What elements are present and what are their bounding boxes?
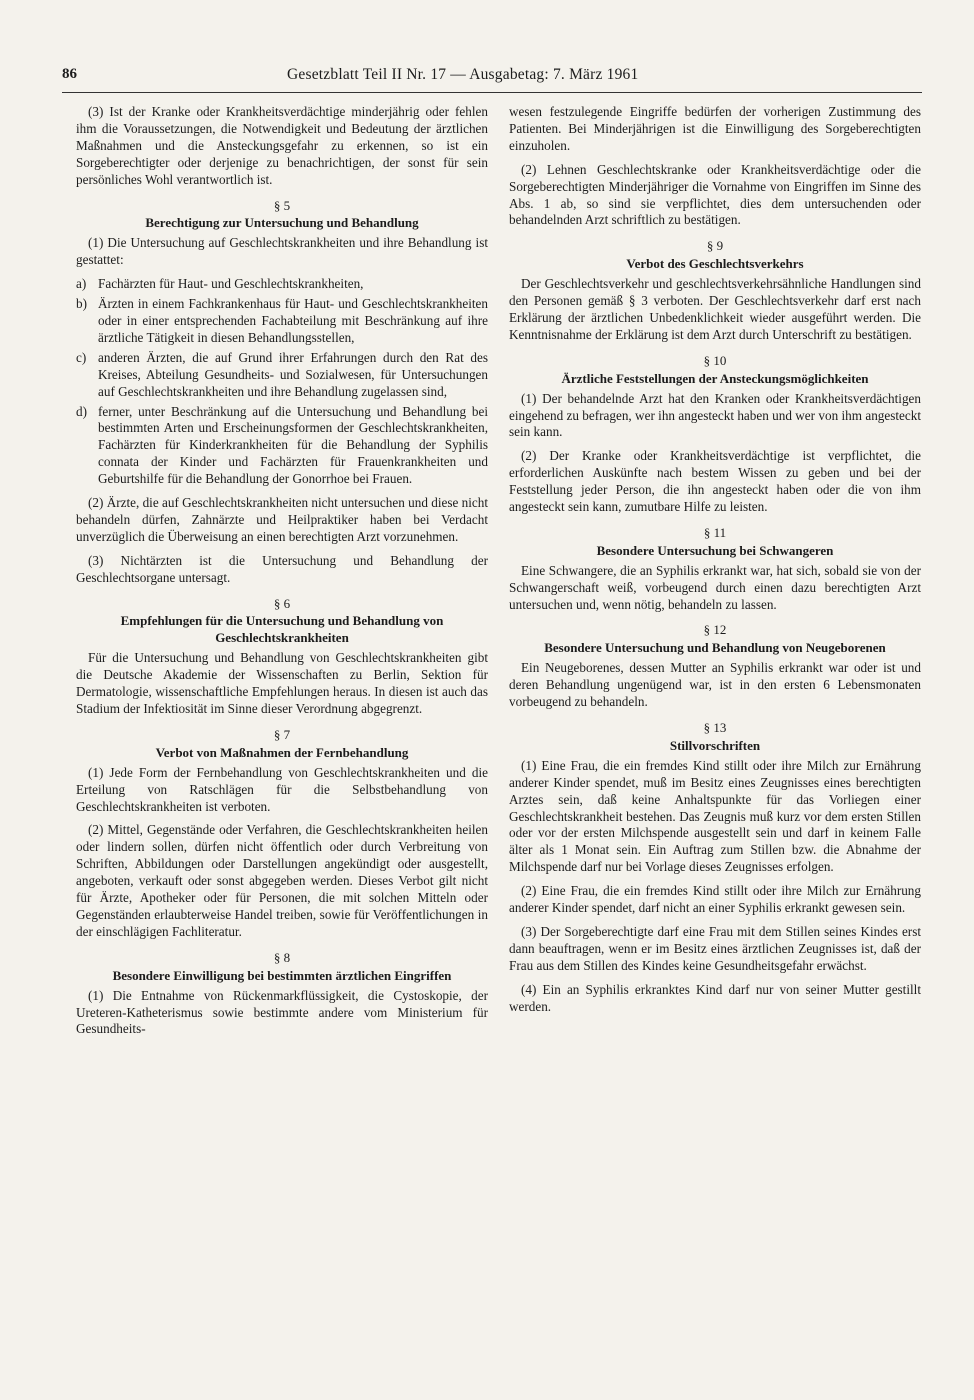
section-8-title: Besondere Einwilligung bei bestimmten ärztlichen Eingriffen — [112, 967, 452, 983]
paragraph-s13-1: (1) Eine Frau, die ein fremdes Kind stillt oder ihre Milch zur Ernährung anderer Kinder spendet, muß im Besitz eines Zeugnisses eines berechtigten Arztes sein, daß keine Anhaltspunkte für das Vorliegen einer Geschlechtskrankheit bestehen. Das Zeugnis muß kurz vor dem ersten Stillen oder vor der ersten Milchspende ausgestellt sein und darf in keinem Falle älter als 1 Monat sein. Ein Auftrag zum Stillen bzw. die Abnahme der Milchspende darf nur bei Vorlage dieses Zeugnisses erfolgen. — [509, 757, 921, 875]
paragraph-s6-1: Für die Untersuchung und Behandlung von Geschlechtskrankheiten gibt die Deutsche Akademie der Wissenschaften zu Berlin, Sektion für Dermatologie, wissenschaftliche Empfehlungen heraus. In diesen ist auch das Stadium der Infektiosität im Sinne dieser Verordnung abgegrenzt. — [76, 650, 488, 716]
section-10-title: Ärztliche Feststellungen der Ansteckungsmöglichkeiten — [561, 370, 869, 386]
section-6-number: § 6 — [273, 595, 291, 611]
list-label: c) — [76, 349, 87, 365]
section-5-number: § 5 — [273, 197, 291, 213]
section-13-title: Stillvorschriften — [669, 737, 761, 753]
list-label: a) — [76, 276, 87, 292]
paragraph-s8-1-cont: wesen festzulegende Eingriffe bedürfen der vorherigen Zustimmung des Patienten. Bei Minderjährigen ist die Einwilligung des Sorgeberechtigten einzuholen. — [509, 104, 921, 153]
section-9-number: § 9 — [706, 238, 724, 254]
section-12-title: Besondere Untersuchung und Behandlung von Neugeborenen — [544, 640, 886, 656]
paragraph-s10-2: (2) Der Kranke oder Krankheitsverdächtige ist verpflichtet, die erforderlichen Auskünfte nach bestem Wissen zu geben und bei der Feststellung jeder Person, die ihn angesteckt haben oder die von ihm angesteckt sein kann, zumutbare Hilfe zu leisten. — [509, 448, 921, 515]
section-5-list — [76, 276, 488, 488]
paragraph-s7-1: (1) Jede Form der Fernbehandlung von Geschlechtskrankheiten und die Erteilung von Ratschlägen für die Selbstbehandlung von Geschlechtskrankheiten ist verboten. — [76, 764, 488, 814]
section-12-number: § 12 — [703, 622, 727, 638]
section-8-number: § 8 — [273, 949, 291, 965]
paragraph-s13-3: (3) Der Sorgeberechtigte darf eine Frau mit dem Stillen seines Kindes erst dann beauftragen, wenn er im Besitz eines ärztlichen Zeugnisses ist, daß der Frau aus dem Stillen des Kindes keine Gesundheitsgefahr erwächst. — [509, 923, 921, 973]
paragraph-s9-1: Der Geschlechtsverkehr und geschlechtsverkehrsähnliche Handlungen sind den Personen gemäß § 3 verboten. Der Geschlechtsverkehr darf erst nach Erklärung der ärztlichen Unbedenklichkeit wieder ausgeführt werden. Die Kenntnisnahme der Erklärung ist dem Arzt durch Unterschrift zu bestätigen. — [509, 276, 921, 342]
list-text: Ärzten in einem Fachkrankenhaus für Haut- und Geschlechtskrankheiten oder in einer entsprechenden Fachabteilung mit Beschränkung auf ihre ärztliche Tätigkeit in diesen Behandlungsstellen, — [98, 296, 488, 345]
paragraph-s5-1: (1) Die Untersuchung auf Geschlechtskrankheiten und ihre Behandlung ist gestattet: — [76, 235, 488, 268]
section-6-title: Empfehlungen für die Untersuchung und Behandlung von Geschlechtskrankheiten — [120, 613, 444, 646]
paragraph-s7-2: (2) Mittel, Gegenstände oder Verfahren, die Geschlechtskrankheiten heilen oder lindern sollen, dürfen nicht öffentlich oder durch Verbreitung von Schriften, Abbildungen oder Darstellungen angekündigt oder ausgestellt, angeboten, verkauft oder sonst abgegeben werden. Dieses Verbot gilt nicht für Ärzte, Apotheker oder für Personen, die mit solchen Mitteln oder Gegenständen erlaubterweise Handel treiben, sowie für Veröffentlichungen in der einschlägigen Fachliteratur. — [76, 822, 488, 939]
paragraph-s4-3: (3) Ist der Kranke oder Krankheitsverdächtige minderjährig oder fehlen ihm die Voraussetzungen, die Notwendigkeit und Bedeutung der ärztlichen Maßnahmen und die Ansteckungsgefahr zu erkennen, so ist ein Sorgeberechtigter oder derjenige zu benachrichtigen, der sonst für sein persönliches Wohl verantwortlich ist. — [76, 104, 488, 187]
section-9-title: Verbot des Geschlechtsverkehrs — [626, 256, 804, 272]
section-5-title: Berechtigung zur Untersuchung und Behandlung — [145, 215, 419, 231]
list-text: ferner, unter Beschränkung auf die Untersuchung und Behandlung bei bestimmten Arten und Erscheinungsformen der Geschlechtskrankheiten, Fachärzten für Kinderkrankheiten für die Behandlung der Syphilis connata der Kinder und Fachärzten für Frauenkrankheiten und Geburtshilfe für die Behandlung der Gonorrhoe bei Frauen. — [98, 403, 488, 487]
list-item-c — [76, 350, 488, 401]
list-text: Fachärzten für Haut- und Geschlechtskrankheiten, — [98, 276, 364, 292]
paragraph-s13-4: (4) Ein an Syphilis erkranktes Kind darf nur von seiner Mutter gestillt werden. — [509, 981, 921, 1014]
section-7-number: § 7 — [273, 726, 291, 742]
list-item-b — [76, 296, 488, 347]
paragraph-s11-1: Eine Schwangere, die an Syphilis erkrankt war, hat sich, sobald sie von der Schwangerschaft weiß, vorbeugend durch einen dazu berechtigten Arzt untersuchen und, wenn nötig, behandeln zu lassen. — [509, 562, 921, 612]
page-header — [62, 66, 922, 90]
left-column — [76, 104, 488, 1045]
list-label: d) — [76, 403, 87, 419]
section-11-title: Besondere Untersuchung bei Schwangeren — [596, 542, 834, 558]
list-text: anderen Ärzten, die auf Grund ihrer Erfahrungen durch den Rat des Kreises, Abteilung Gesundheits- und Sozialwesen, für Untersuchungen auf Geschlechtskrankheiten und ihre Behandlung zugelassen sind, — [98, 349, 488, 399]
paragraph-s12-1: Ein Neugeborenes, dessen Mutter an Syphilis erkrankt war oder ist und deren Behandlung ungenügend war, ist in den ersten 6 Lebensmonaten vorbeugend zu behandeln. — [509, 660, 921, 710]
section-7-title: Verbot von Maßnahmen der Fernbehandlung — [155, 744, 409, 760]
list-item-d — [76, 404, 488, 489]
paragraph-s8-1: (1) Die Entnahme von Rückenmarkflüssigkeit, die Cystoskopie, der Ureteren-Katheterismus sowie bestimmte andere vom Ministerium für Gesundheits- — [76, 987, 488, 1037]
list-label: b) — [76, 296, 87, 312]
right-column — [509, 104, 921, 1023]
list-item-a — [76, 276, 488, 293]
section-11-number: § 11 — [703, 524, 727, 540]
paragraph-s10-1: (1) Der behandelnde Arzt hat den Kranken oder Krankheitsverdächtigen eingehend zu befragen, wer ihn angesteckt haben und wer von ihm angesteckt sein kann. — [509, 390, 921, 440]
header-rule — [62, 92, 922, 93]
paragraph-s13-2: (2) Eine Frau, die ein fremdes Kind stillt oder ihre Milch zur Ernährung anderer Kinder spendet, darf nicht an einer Syphilis erkrankt gewesen sein. — [509, 883, 921, 916]
section-10-number: § 10 — [703, 352, 727, 368]
page-number: 86 — [62, 66, 77, 82]
paragraph-s5-3: (3) Nichtärzten ist die Untersuchung und Behandlung der Geschlechtsorgane untersagt. — [76, 552, 488, 585]
section-13-number: § 13 — [703, 720, 727, 735]
paragraph-s5-2: (2) Ärzte, die auf Geschlechtskrankheiten nicht untersuchen und diese nicht behandeln dürfen, Zahnärzte und Heilpraktiker haben bei Verdacht unverzüglich die Überweisung an einen berechtigten Arzt vorzunehmen. — [76, 495, 488, 544]
running-head: Gesetzblatt Teil II Nr. 17 — Ausgabetag: 7. März 1961 — [287, 66, 639, 83]
paragraph-s8-2: (2) Lehnen Geschlechtskranke oder Krankheitsverdächtige oder die Sorgeberechtigten Minderjähriger die Vornahme von Eingriffen im Sinne des Abs. 1 ab, so sind sie verpflichtet, dies dem untersuchenden oder behandelnden Arzt schriftlich zu bestätigen. — [509, 161, 921, 228]
